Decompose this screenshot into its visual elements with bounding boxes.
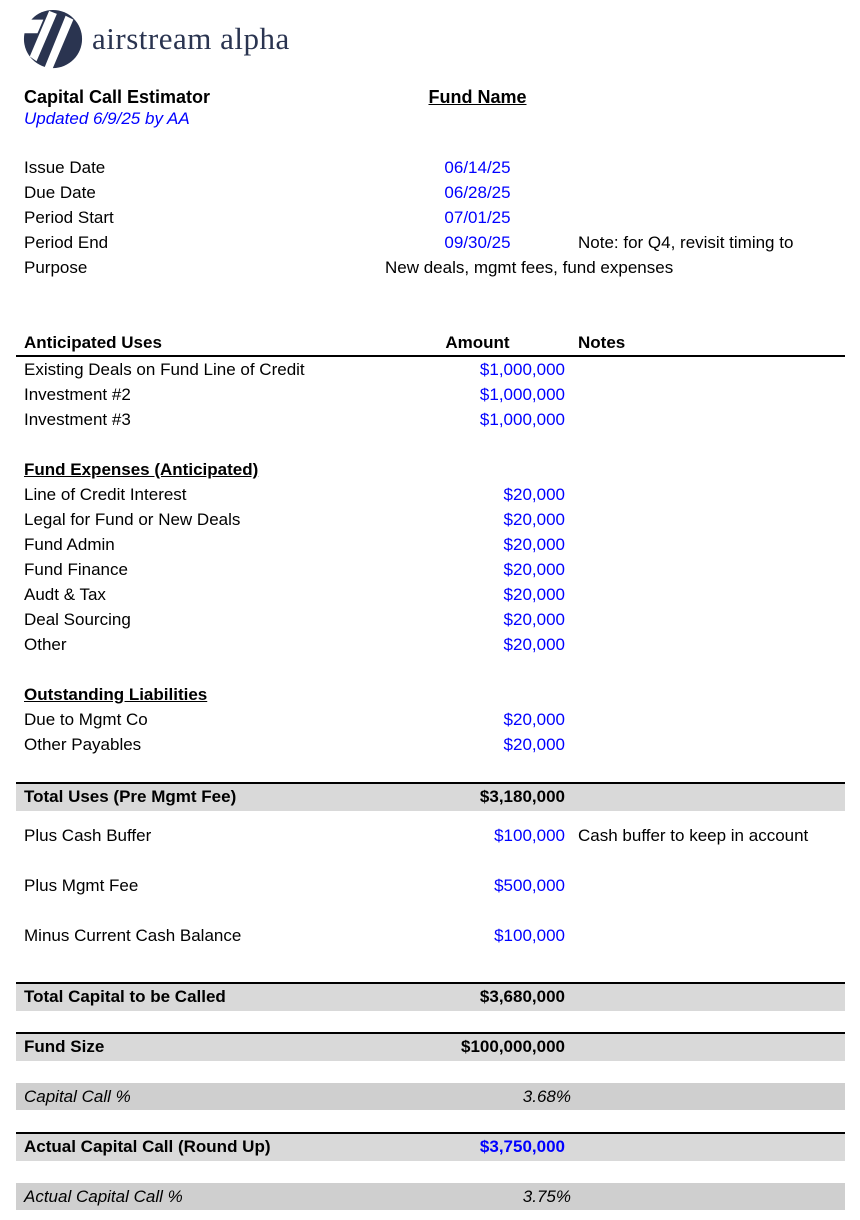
expense-label: Line of Credit Interest — [24, 485, 187, 504]
table-header-row — [16, 332, 845, 357]
expense-label: Fund Finance — [24, 560, 128, 579]
table-row — [16, 607, 845, 632]
airstream-alpha-logo-icon — [22, 8, 84, 70]
amount-column-header: Amount — [445, 333, 510, 352]
cash-buffer-label: Plus Cash Buffer — [24, 826, 152, 845]
liability-label: Other Payables — [24, 735, 142, 754]
liability-amount[interactable]: $20,000 — [503, 735, 565, 754]
use-amount[interactable]: $1,000,000 — [479, 360, 565, 379]
cash-buffer-amount[interactable]: $100,000 — [494, 826, 565, 845]
expense-label: Audt & Tax — [24, 585, 106, 604]
table-row — [16, 632, 845, 657]
cash-buffer-note: Cash buffer to keep in account — [578, 826, 809, 845]
fund-name-header: Fund Name — [428, 87, 527, 107]
notes-column-header: Notes — [578, 333, 626, 352]
section-header-row — [16, 457, 845, 482]
expense-amount[interactable]: $20,000 — [503, 635, 565, 654]
capital-call-pct-value: 3.68% — [522, 1087, 571, 1106]
actual-capital-call-pct-row — [16, 1183, 845, 1210]
uses-column-header: Anticipated Uses — [24, 333, 162, 352]
actual-capital-call-pct-value: 3.75% — [522, 1187, 571, 1206]
title-row — [16, 86, 845, 108]
expense-label: Other — [24, 635, 67, 654]
table-row — [16, 732, 845, 757]
expense-amount[interactable]: $20,000 — [503, 560, 565, 579]
use-amount[interactable]: $1,000,000 — [479, 385, 565, 404]
mgmt-fee-amount[interactable]: $500,000 — [494, 876, 565, 895]
total-capital-label: Total Capital to be Called — [24, 987, 226, 1006]
adjustment-row — [16, 811, 845, 861]
table-row — [16, 582, 845, 607]
capital-call-pct-label: Capital Call % — [24, 1087, 131, 1106]
cash-balance-label: Minus Current Cash Balance — [24, 926, 242, 945]
info-row-period-start — [16, 205, 845, 230]
table-row — [16, 407, 845, 432]
fund-size-label: Fund Size — [24, 1037, 105, 1056]
expense-label: Legal for Fund or New Deals — [24, 510, 241, 529]
actual-capital-call-amount[interactable]: $3,750,000 — [479, 1137, 565, 1156]
table-row — [16, 707, 845, 732]
info-row-issue-date — [16, 155, 845, 180]
expense-amount[interactable]: $20,000 — [503, 485, 565, 504]
expense-label: Deal Sourcing — [24, 610, 131, 629]
table-row — [16, 507, 845, 532]
period-end-note: Note: for Q4, revisit timing to — [578, 233, 794, 252]
expense-amount[interactable]: $20,000 — [503, 610, 565, 629]
period-start-label: Period Start — [24, 208, 114, 227]
due-date-label: Due Date — [24, 183, 96, 202]
liabilities-header: Outstanding Liabilities — [24, 685, 208, 704]
table-row — [16, 357, 845, 382]
period-start-value[interactable]: 07/01/25 — [444, 208, 511, 227]
fund-size-row — [16, 1032, 845, 1061]
fund-expenses-header: Fund Expenses (Anticipated) — [24, 460, 259, 479]
liability-amount[interactable]: $20,000 — [503, 710, 565, 729]
expense-amount[interactable]: $20,000 — [503, 535, 565, 554]
info-row-period-end — [16, 230, 845, 255]
brand-logo — [22, 8, 290, 70]
total-capital-row — [16, 982, 845, 1011]
period-end-value[interactable]: 09/30/25 — [444, 233, 511, 252]
due-date-value[interactable]: 06/28/25 — [444, 183, 511, 202]
period-end-label: Period End — [24, 233, 109, 252]
adjustment-row — [16, 911, 845, 961]
expense-amount[interactable]: $20,000 — [503, 585, 565, 604]
table-row — [16, 557, 845, 582]
total-capital-amount: $3,680,000 — [479, 987, 565, 1006]
fund-size-amount: $100,000,000 — [461, 1037, 565, 1056]
mgmt-fee-label: Plus Mgmt Fee — [24, 876, 139, 895]
purpose-label: Purpose — [24, 258, 88, 277]
issue-date-label: Issue Date — [24, 158, 106, 177]
table-row — [16, 532, 845, 557]
info-row-due-date — [16, 180, 845, 205]
expense-amount[interactable]: $20,000 — [503, 510, 565, 529]
table-row — [16, 482, 845, 507]
capital-call-pct-row — [16, 1083, 845, 1110]
issue-date-value[interactable]: 06/14/25 — [444, 158, 511, 177]
page-title: Capital Call Estimator — [24, 87, 211, 107]
liability-label: Due to Mgmt Co — [24, 710, 148, 729]
adjustment-row — [16, 861, 845, 911]
cash-balance-amount[interactable]: $100,000 — [494, 926, 565, 945]
actual-capital-call-row — [16, 1132, 845, 1161]
section-header-row — [16, 682, 845, 707]
updated-note: Updated 6/9/25 by AA — [24, 109, 190, 128]
purpose-value: New deals, mgmt fees, fund expenses — [385, 258, 674, 277]
table-row — [16, 382, 845, 407]
expense-label: Fund Admin — [24, 535, 115, 554]
total-uses-amount: $3,180,000 — [479, 787, 565, 806]
actual-capital-call-pct-label: Actual Capital Call % — [24, 1187, 183, 1206]
actual-capital-call-label: Actual Capital Call (Round Up) — [24, 1137, 271, 1156]
use-amount[interactable]: $1,000,000 — [479, 410, 565, 429]
use-label: Existing Deals on Fund Line of Credit — [24, 360, 305, 379]
total-uses-row — [16, 782, 845, 811]
updated-row — [16, 108, 845, 130]
use-label: Investment #3 — [24, 410, 131, 429]
brand-name: airstream alpha — [92, 21, 290, 56]
use-label: Investment #2 — [24, 385, 131, 404]
info-row-purpose — [16, 255, 845, 280]
total-uses-label: Total Uses (Pre Mgmt Fee) — [24, 787, 237, 806]
